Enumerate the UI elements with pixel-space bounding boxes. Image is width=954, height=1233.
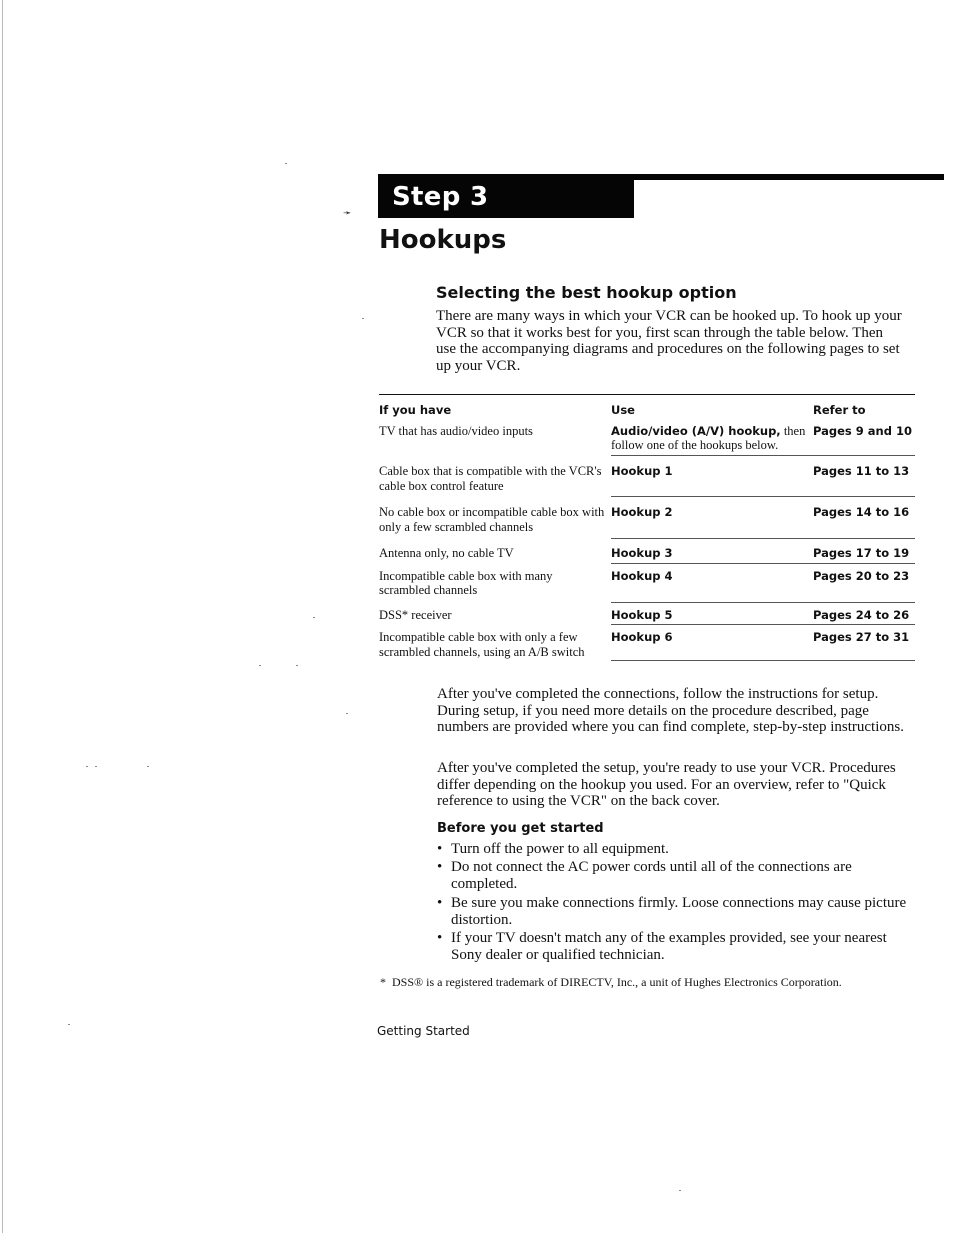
bullet-icon: •	[437, 929, 443, 946]
scan-speck	[313, 617, 315, 618]
cell-refer: Pages 27 to 31	[813, 630, 910, 644]
preparation-list	[437, 841, 909, 965]
list-item-text: If your TV doesn't match any of the examples provided, see your nearest Sony dealer or qualified technician.	[451, 929, 887, 963]
cell-have: DSS* receiver	[379, 607, 452, 622]
use-hookup-name: Hookup 6	[611, 630, 673, 644]
scan-speck	[285, 163, 287, 164]
column-header-have: If you have	[379, 403, 452, 417]
cell-use	[611, 569, 813, 583]
cell-use	[611, 464, 813, 478]
footnote-text: DSS® is a registered trademark of DIRECTV, Inc., a unit of Hughes Electronics Corporation.	[392, 975, 842, 989]
scan-speck	[346, 713, 348, 714]
table-header-row	[379, 395, 915, 419]
hookup-table	[379, 394, 915, 661]
page-edge-line	[2, 0, 3, 1233]
cell-use	[611, 608, 813, 622]
footer-section-label: Getting Started	[377, 1024, 470, 1038]
cell-use	[611, 424, 813, 452]
scan-speck	[362, 318, 364, 319]
chapter-title: Hookups	[379, 225, 507, 255]
bullet-icon: •	[437, 894, 443, 911]
cell-refer: Pages 20 to 23	[813, 568, 910, 583]
table-row	[379, 497, 915, 539]
use-hookup-name: Hookup 4	[611, 568, 673, 583]
cell-use	[611, 630, 813, 644]
cell-have: TV that has audio/video inputs	[379, 424, 533, 438]
list-item	[437, 859, 909, 893]
column-header-refer: Refer to	[813, 403, 866, 417]
section-title: Selecting the best hookup option	[436, 283, 737, 302]
cell-refer: Pages 9 and 10	[813, 424, 912, 438]
cell-refer: Pages 11 to 13	[813, 464, 910, 478]
bullet-icon: •	[437, 841, 443, 857]
list-item	[437, 895, 909, 929]
scan-speck	[68, 1024, 70, 1025]
scan-speck	[86, 766, 88, 767]
list-item-text: Do not connect the AC power cords until all of the connections are completed.	[451, 859, 852, 893]
scan-speck	[147, 766, 149, 767]
usage-paragraph: After you've completed the setup, you're ready to use your VCR. Procedures differ depending on the hookup you used. For an overview, refer to "Quick reference to using the VCR" on the back cover.	[437, 760, 896, 810]
table-row	[379, 456, 915, 497]
scan-speck	[95, 766, 97, 767]
cell-have: Cable box that is compatible with the VCR's cable box control feature	[379, 464, 602, 493]
before-you-start-heading: Before you get started	[437, 821, 604, 836]
intro-paragraph: There are many ways in which your VCR can be hooked up. To hook up your VCR so that it works best for you, first scan through the table below. Then use the accompanying diagrams and procedures on the following pages to set up your VCR.	[436, 308, 902, 375]
column-header-use: Use	[611, 403, 635, 417]
cell-have: Incompatible cable box with many scrambled channels	[379, 568, 553, 597]
bullet-icon: •	[437, 859, 443, 876]
table-row	[379, 419, 915, 456]
cell-have: Incompatible cable box with only a few scrambled channels, using an A/B switch	[379, 630, 585, 659]
cell-refer: Pages 14 to 16	[813, 505, 910, 519]
cell-refer: Pages 17 to 19	[813, 546, 910, 560]
scan-speck	[259, 665, 261, 666]
trademark-footnote	[380, 974, 842, 990]
footnote-mark: *	[380, 975, 386, 989]
table-row	[379, 539, 915, 564]
setup-paragraph: After you've completed the connections, follow the instructions for setup. During setup, if you need more details on the procedure described, page numbers are provided where you can find complete, step-by-step instructions.	[437, 686, 904, 736]
list-item	[437, 841, 909, 858]
cell-have: No cable box or incompatible cable box with only a few scrambled channels	[379, 505, 605, 534]
cell-refer: Pages 24 to 26	[813, 607, 910, 622]
scan-speck	[296, 665, 298, 666]
scan-speck	[679, 1190, 681, 1191]
list-item	[437, 930, 909, 964]
cell-use	[611, 546, 813, 560]
use-hookup-name: Hookup 1	[611, 464, 673, 478]
use-hookup-name: Hookup 2	[611, 505, 673, 519]
table-row	[379, 625, 915, 661]
arrow-marker-icon: ➛	[343, 208, 352, 219]
cell-use	[611, 505, 813, 519]
use-hookup-name: Hookup 3	[611, 546, 673, 560]
cell-have: Antenna only, no cable TV	[379, 546, 514, 560]
use-hookup-name: Audio/video (A/V) hookup,	[611, 424, 781, 438]
use-note: then follow one of the hookups below.	[611, 424, 806, 452]
table-row	[379, 564, 915, 603]
step-label: Step 3	[378, 176, 634, 218]
list-item-text: Be sure you make connections firmly. Loose connections may cause picture distortion.	[451, 894, 907, 928]
use-hookup-name: Hookup 5	[611, 607, 673, 622]
list-item-text: Turn off the power to all equipment.	[451, 841, 669, 857]
table-row	[379, 603, 915, 626]
